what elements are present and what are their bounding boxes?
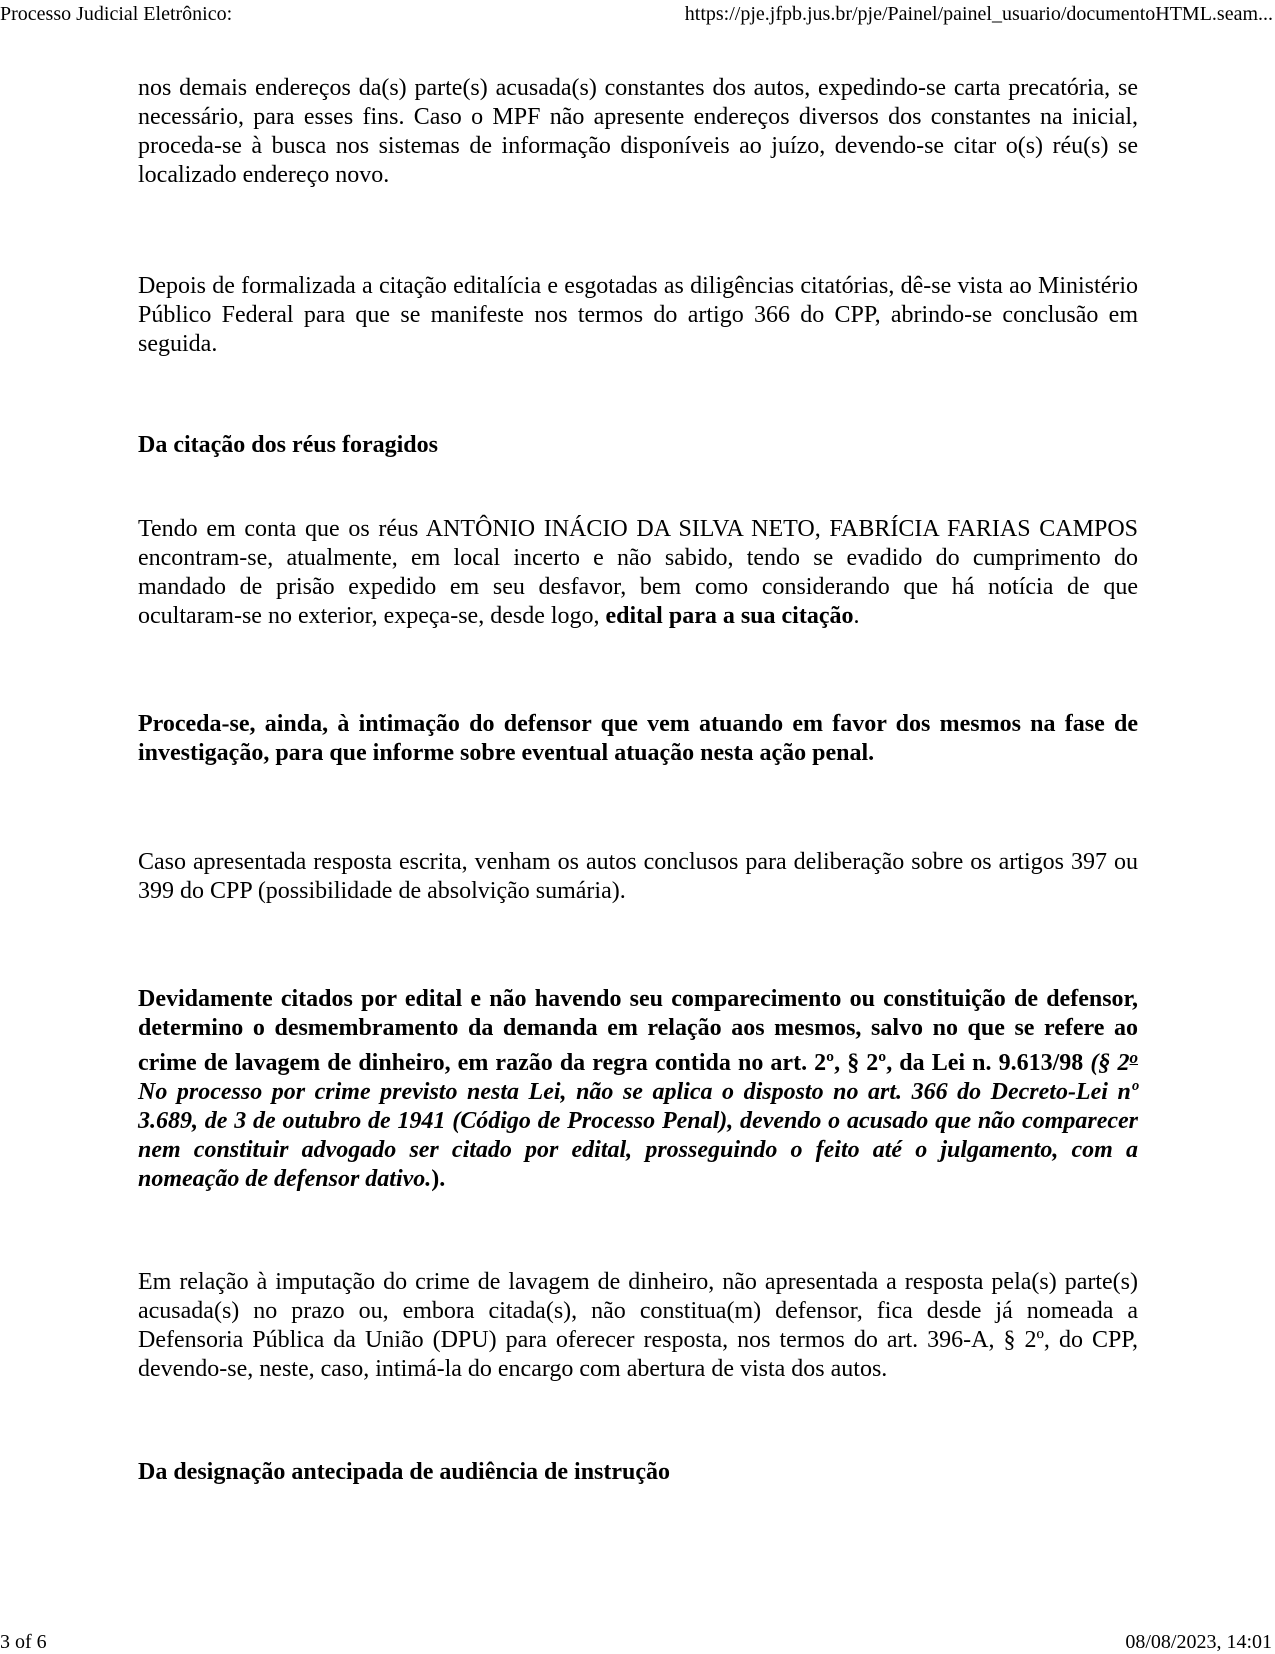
paragraph-defender-intimation: Proceda-se, ainda, à intimação do defensor que vem atuando em favor dos mesmos na fase de investigação, para que informe sobre eventual atuação nesta ação penal. (138, 711, 1138, 766)
law-quote-superscript: o (1129, 1048, 1138, 1067)
print-datetime: 08/08/2023, 14:01 (1125, 1631, 1272, 1653)
paragraph-fugitive-bold: edital para a sua citação (605, 603, 854, 629)
law-quote-text: No processo por crime previsto nesta Lei, não se aplica o disposto no art. 366 do Decreto-Lei nº 3.689, de 3 de outubro de 1941 (Código de Processo Penal), devendo o acusado que não comparecer nem constituir advogado ser citado por edital, prosseguindo o feito até o julgamento, com a nomeação de defensor dativo. (138, 1079, 1138, 1192)
print-header-title: Processo Judicial Eletrônico: (0, 3, 233, 25)
print-header-url: https://pje.jfpb.jus.br/pje/Painel/painel_usuario/documentoHTML.seam... (684, 3, 1273, 25)
paragraph-edital-citation: Depois de formalizada a citação editalícia e esgotadas as diligências citatórias, dê-se vista ao Ministério Público Federal para que se manifeste nos termos do artigo 366 do CPP, abrindo-se conclusão em seguida. (138, 273, 1138, 357)
paragraph-addresses: nos demais endereços da(s) parte(s) acusada(s) constantes dos autos, expedindo-se carta precatória, se necessário, para esses fins. Caso o MPF não apresente endereços diversos dos constantes na inicial, proceda-se à busca nos sistemas de informação disponíveis ao juízo, devendo-se citar o(s) réu(s) se localizado endereço novo. (138, 75, 1138, 188)
paragraph-fugitive-defendants (138, 515, 1138, 631)
page-number: 3 of 6 (0, 1631, 47, 1653)
paragraph-fugitive-text: Tendo em conta que os réus ANTÔNIO INÁCIO DA SILVA NETO, FABRÍCIA FARIAS CAMPOS encontram-se, atualmente, em local incerto e não sabido, tendo se evadido do cumprimento do mandado de prisão expedido em seu desfavor, bem como considerando que há notícia de que ocultaram-se no exterior, expeça-se, desde logo, (138, 516, 1138, 629)
heading-hearing-designation: Da designação antecipada de audiência de instrução (138, 1459, 671, 1485)
law-quote-start: (§ 2 (1090, 1050, 1130, 1076)
law-quote-end: ). (431, 1166, 446, 1192)
heading-fugitive-defendants: Da citação dos réus foragidos (138, 432, 438, 458)
paragraph-written-response: Caso apresentada resposta escrita, venham os autos conclusos para deliberação sobre os artigos 397 ou 399 do CPP (possibilidade de absolvição sumária). (138, 849, 1138, 904)
dismemberment-bold-text: Devidamente citados por edital e não havendo seu comparecimento ou constituição de defensor, determino o desmembramento da demanda em relação aos mesmos, salvo no que se refere ao crime de lavagem de dinheiro, em razão da regra contida no art. 2º, § 2º, da Lei n. 9.613/98 (138, 986, 1138, 1076)
paragraph-money-laundering: Em relação à imputação do crime de lavagem de dinheiro, não apresentada a resposta pela(s) parte(s) acusada(s) no prazo ou, embora citada(s), não constitua(m) defensor, fica desde já nomeada a Defensoria Pública da União (DPU) para oferecer resposta, nos termos do art. 396-A, § 2º, do CPP, devendo-se, neste, caso, intimá-la do encargo com abertura de vista dos autos. (138, 1269, 1138, 1382)
paragraph-dismemberment (138, 985, 1138, 1194)
paragraph-fugitive-end: . (853, 603, 860, 629)
